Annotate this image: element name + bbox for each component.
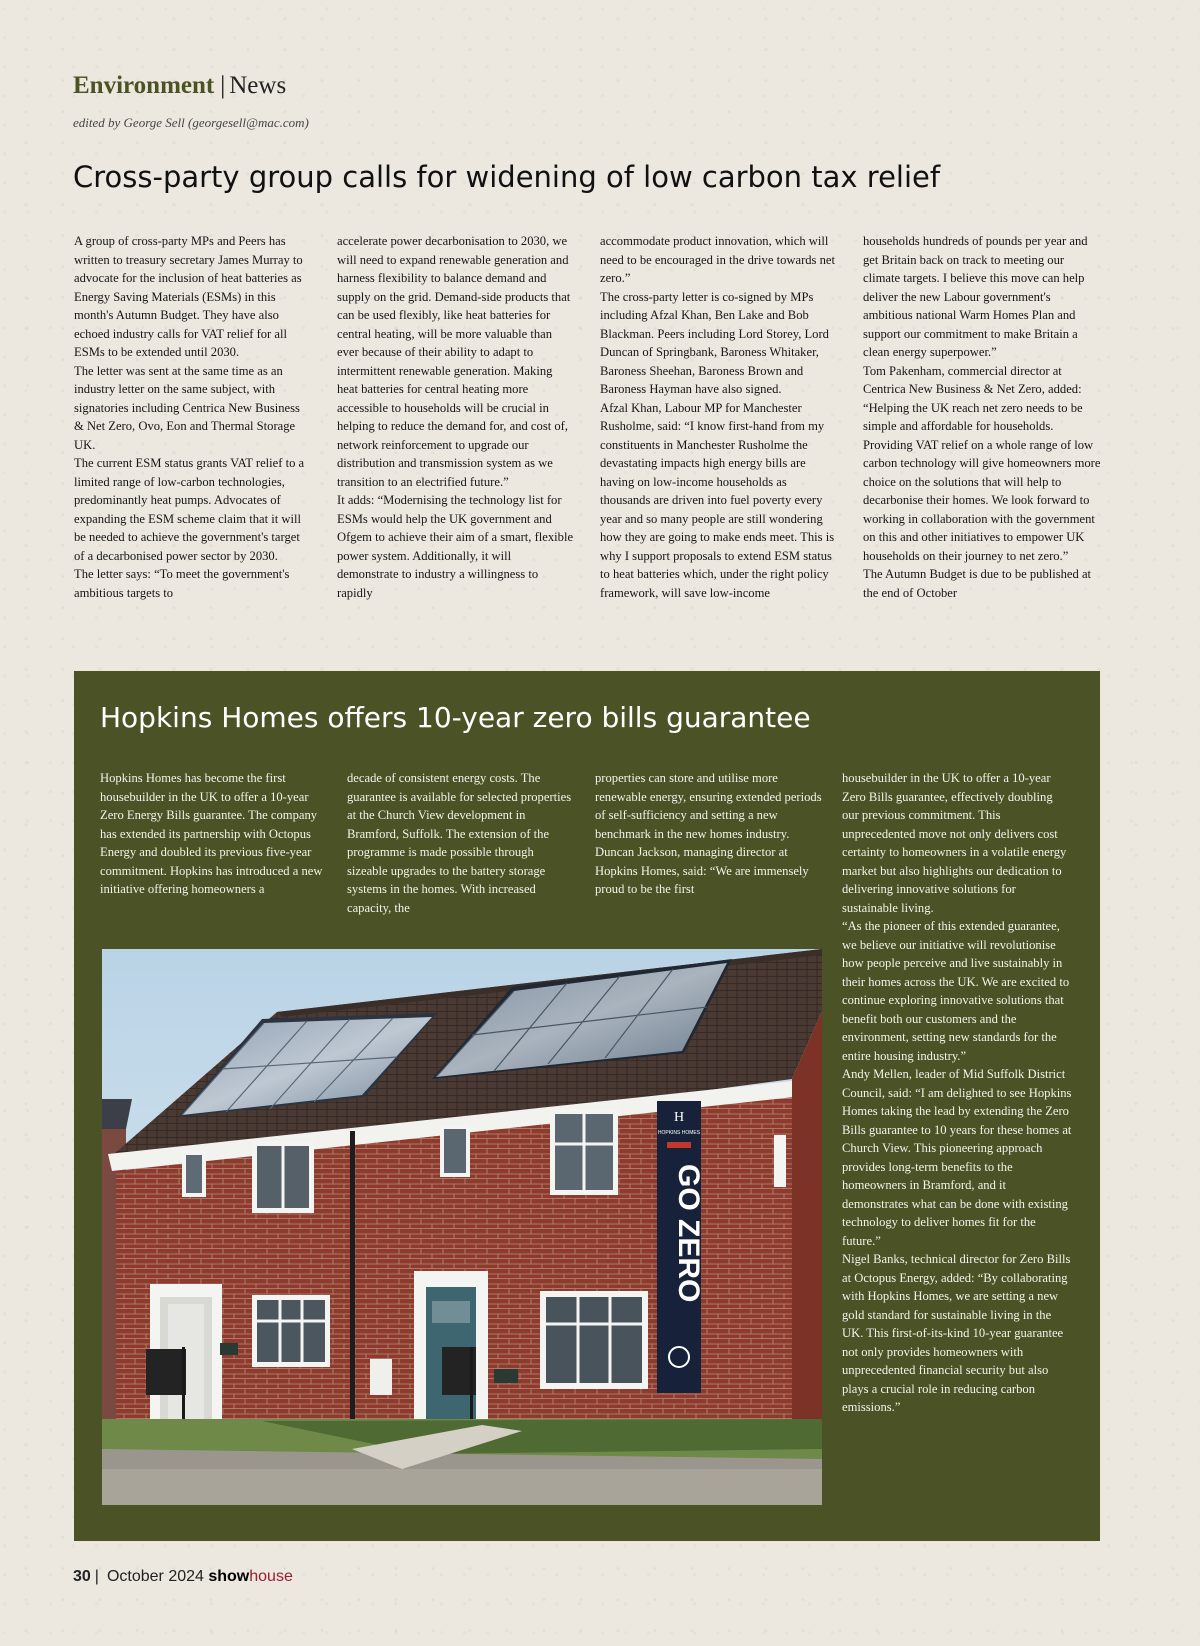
article1-column-1 (74, 232, 312, 602)
article1-paragraph: households hundreds of pounds per year and get Britain back on track to meeting our climate targets. I believe this move can help deliver the new Labour government's ambitious national Warm Homes Plan and support our commitment to make Britain a clean energy superpower.” (863, 234, 1088, 359)
article2-column-4 (842, 769, 1072, 1417)
article2-column-2 (347, 769, 577, 917)
article1-paragraph: accelerate power decarbonisation to 2030, we will need to expand renewable generation and harness flexibility to balance demand and supply on the grid. Demand-side products that can be used flexibly, like heat batteries for central heating, will be more valuable than ever because of their ability to adapt to intermittent renewable generation. Making heat batteries for central heating more accessible to households will be crucial in helping to reduce the demand for, and cost of, network reinforcement to upgrade our distribution and transmission system as we transition to an electrified future.” (337, 234, 571, 489)
article1-paragraph: A group of cross-party MPs and Peers has written to treasury secretary James Murray to advocate for the inclusion of heat batteries as Energy Saving Materials (ESMs) in this month's Autumn Budget. They have also echoed industry calls for VAT relief for all ESMs to be extended until 2030. (74, 234, 303, 359)
section-heading (73, 72, 286, 100)
article2-paragraph: housebuilder in the UK to offer a 10-year Zero Bills guarantee, effectively doubling our previous commitment. This unprecedented move not only delivers cost certainty to homeowners in a volatile energy market but also highlights our dedication to delivering innovative solutions for sustainable living. (842, 771, 1067, 915)
issue-date: October 2024 (106, 1568, 204, 1585)
house-photo (102, 949, 822, 1505)
article1-paragraph: accommodate product innovation, which will need to be encouraged in the drive towards net zero.” (600, 234, 835, 285)
article1-paragraph: Afzal Khan, Labour MP for Manchester Rusholme, said: “I know first-hand from my constituents in Manchester Rusholme the devastating impacts high energy bills are having on low-income households as thousands are driven into fuel poverty every year and so many people are still wondering how they are going to make ends meet. This is why I support proposals to extend ESM status to heat batteries which, under the right policy framework, will save low-income (600, 400, 835, 600)
article2-paragraph: Hopkins Homes has become the first housebuilder in the UK to offer a 10-year Zero Energy Bills guarantee. The company has extended its partnership with Octopus Energy and doubled its previous five-year commitment. Hopkins has introduced a new initiative offering homeowners a (100, 771, 323, 896)
page-number: 30 (73, 1568, 91, 1585)
banner-text: GO ZERO (672, 1164, 705, 1303)
article1-column-2 (337, 232, 575, 602)
article2-column-3 (595, 769, 825, 899)
section-label: Environment (73, 72, 215, 99)
article1-paragraph: The letter was sent at the same time as an industry letter on the same subject, with signatories including Centrica New Business & Net Zero, Ovo, Eon and Thermal Storage UK. (74, 363, 300, 452)
article1-paragraph: It adds: “Modernising the technology list for ESMs would help the UK government and Ofgem to achieve their aim of a smart, flexible power system. Additionally, it will demonstrate to industry a willingness to rapidly (337, 493, 574, 600)
article2-paragraph: properties can store and utilise more renewable energy, ensuring extended periods of self-sufficiency and setting a new benchmark in the new homes industry. (595, 771, 822, 841)
footer-separator: | (94, 1568, 99, 1585)
article1-paragraph: The current ESM status grants VAT relief to a limited range of low-carbon technologies, predominantly heat pumps. Advocates of expanding the ESM scheme claim that it will be needed to achieve the government's target of a decarbonised power sector by 2030. (74, 456, 305, 563)
subsection-label: News (229, 72, 287, 99)
article1-paragraph: The letter says: “To meet the government's ambitious targets to (74, 567, 290, 600)
section-separator: | (220, 72, 226, 99)
article1-paragraph: The Autumn Budget is due to be published at the end of October (863, 567, 1092, 600)
article2-paragraph: decade of consistent energy costs. The guarantee is available for selected properties at the Church View development in Bramford, Suffolk. The extension of the programme is made possible through sizeable upgrades to the battery storage systems in the homes. With increased capacity, the (347, 771, 572, 915)
article2-headline: Hopkins Homes offers 10-year zero bills guarantee (100, 701, 811, 734)
article2-paragraph: “As the pioneer of this extended guarantee, we believe our initiative will revolutionise how people perceive and live sustainably in their homes across the UK. We are excited to continue exploring innovative solutions that benefit both our customers and the environment, setting new standards for the entire housing industry.” (842, 919, 1070, 1063)
article1-column-4 (863, 232, 1101, 602)
editor-credit: edited by George Sell (georgesell@mac.com) (73, 115, 309, 130)
article2-paragraph: Duncan Jackson, managing director at Hopkins Homes, said: “We are immensely proud to be the first (595, 845, 809, 896)
article1-column-3 (600, 232, 838, 602)
article1-paragraph: Tom Pakenham, commercial director at Centrica New Business & Net Zero, added: “Helping the UK reach net zero needs to be simple and affordable for households. Providing VAT relief on a whole range of low carbon technology will give homeowners more choice on the solutions that will help to decarbonise their homes. We look forward to working in collaboration with the government on this and other initiatives to empower UK households on their journey to net zero.” (863, 363, 1101, 563)
article2-paragraph: Andy Mellen, leader of Mid Suffolk District Council, said: “I am delighted to see Hopkins Homes taking the lead by extending the Zero Bills guarantee to 10 years for these homes at Church View. This pioneering approach provides long-term benefits to the homeowners in Bramford, and it demonstrates what can be done with existing technology to deliver homes fit for the future.” (842, 1067, 1072, 1248)
page-footer (73, 1568, 293, 1586)
banner-brand: HOPKINS HOMES (657, 1130, 701, 1136)
article2-column-1 (100, 769, 330, 899)
banner-logo: H (673, 1110, 685, 1125)
article1-body (74, 232, 1104, 642)
brand-logo-regular: house (249, 1568, 293, 1585)
article2-paragraph: Nigel Banks, technical director for Zero Bills at Octopus Energy, added: “By collaborating with Hopkins Homes, we are setting a new gold standard for sustainable living in the UK. This first-of-its-kind 10-year guarantee not only provides homeowners with unprecedented financial security but also plays a crucial role in reducing carbon emissions.” (842, 1252, 1071, 1414)
article2-panel (74, 671, 1100, 1541)
brand-logo-bold: show (208, 1568, 250, 1585)
article1-paragraph: The cross-party letter is co-signed by MPs including Afzal Khan, Ben Lake and Bob Blackman. Peers including Lord Storey, Lord Duncan of Springbank, Baroness Whitaker, Baroness Sheehan, Baroness Brown and Baroness Hayman have also signed. (600, 289, 829, 396)
article1-headline: Cross-party group calls for widening of low carbon tax relief (73, 160, 941, 194)
